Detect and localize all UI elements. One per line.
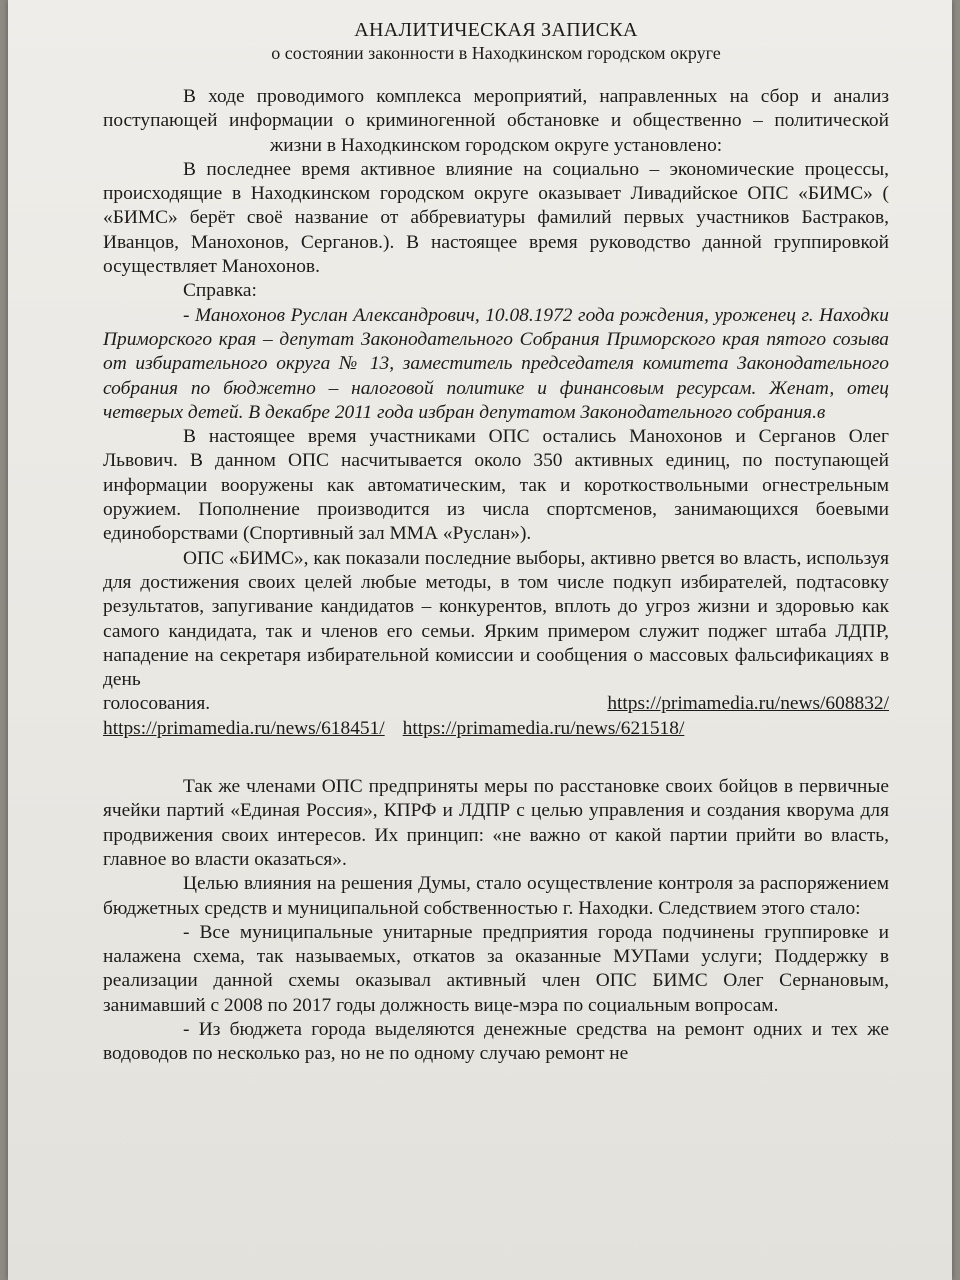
voting-word: голосования. — [103, 693, 211, 715]
document-title: АНАЛИТИЧЕСКАЯ ЗАПИСКА — [354, 19, 638, 41]
paper-sheet — [8, 0, 952, 1280]
link-news-618451[interactable]: https://primamedia.ru/news/618451/ — [103, 717, 385, 739]
paragraph-reference: - Манохонов Руслан Александрович, 10.08.1972 года рождения, уроженец г. Находки Приморского края – депутат Законодательного Собрания Приморского края пятого созыва от избирательного округа № 13, заместитель председателя комитета Законодательного собрания по бюджетно – налоговой политике и финансовым ресурсам. Женат, отец четверых детей. В декабре 2011 года избран депутатом Законодательного собрания.в — [103, 304, 889, 423]
paragraph-intro: В ходе проводимого комплекса мероприятий, направленных на сбор и анализ поступающей информации о криминогенной обстановке и общественно – политической жизни в Находкинском городском округе установлено: — [103, 86, 889, 156]
paragraph-members: В настоящее время участниками ОПС остались Манохонов и Серганов Олег Львович. В данном ОПС насчитывается около 350 активных единиц, по поступающей информации вооружены как автоматическим, так и короткоствольными огнестрельным оружием. Пополнение производится из числа спортсменов, занимающихся боевыми единоборствами (Спортивный зал ММА «Руслан»). — [103, 426, 889, 545]
link-news-608832[interactable]: https://primamedia.ru/news/608832/ — [607, 693, 889, 715]
link-news-621518[interactable]: https://primamedia.ru/news/621518/ — [402, 717, 685, 739]
paragraph-budget: - Из бюджета города выделяются денежные средства на ремонт одних и тех же водоводов по несколько раз, но не по одному случаю ремонт не — [103, 1018, 889, 1065]
reference-label: Справка: — [183, 280, 257, 302]
document-body — [103, 18, 889, 1067]
links-block — [103, 692, 889, 741]
paragraph-parties: Так же членами ОПС предприняты меры по расстановке своих бойцов в первичные ячейки партий «Единая Россия», КПРФ и ЛДПР с целью управления и создания кворума для продвижения своих интересов. Их принцип: «не важно от какой партии прийти во власть, главное во власти оказаться». — [103, 776, 889, 870]
paragraph-duma: Целью влияния на решения Думы, стало осуществление контроля за распоряжением бюджетных средств и муниципальной собственностью г. Находки. Следствием этого стало: — [103, 873, 889, 919]
paragraph-mup: - Все муниципальные унитарные предприятия города подчинены группировке и налажена схема, так называемых, откатов за оказанные МУПами услуги; Поддержку в реализации данной схемы оказывал активный член ОПС БИМС Олег Сернановым, занимавший с 2008 по 2017 годы должность вице-мэра по социальным вопросам. — [103, 921, 889, 1016]
paragraph-elections: ОПС «БИМС», как показали последние выборы, активно рвется во власть, используя для достижения своих целей любые методы, в том числе подкуп избирателей, подтасовку результатов, запугивание кандидатов – конкурентов, вплоть до угроз жизни и здоровью как самого кандидата, так и членов его семьи. Ярким примером служит поджег штаба ЛДПР, нападение на секретаря избирательной комиссии и сообщения о массовых фальсификациях в день — [103, 547, 889, 691]
document-subtitle: о состоянии законности в Находкинском городском округе — [271, 43, 721, 63]
paragraph-bims: В последнее время активное влияние на социально – экономические процессы, происходящие в Находкинском городском округе оказывает Ливадийское ОПС «БИМС» ( «БИМС» берёт своё название от аббревиатуры фамилий первых участников Бастраков, Иванцов, Манохонов, Серганов.). В настоящее время руководство данной группировкой осуществляет Манохонов. — [103, 158, 889, 278]
